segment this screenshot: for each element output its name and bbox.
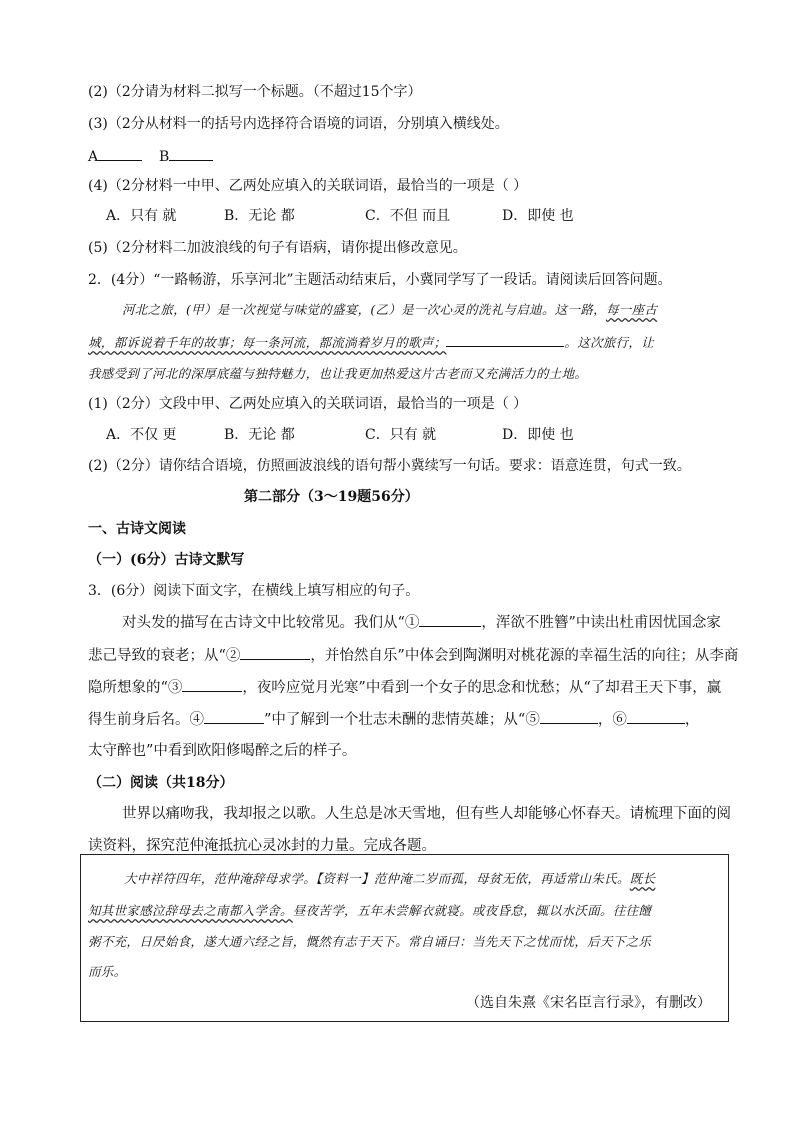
q2a-option-d[interactable]: D．即使 也	[502, 427, 574, 443]
reading-intro-line-2: 读资料，探究范仲淹抵抗心灵冰封的力量。完成各题。	[88, 838, 436, 854]
q2-4-conjunction-question: (4)（2分材料一中甲、乙两处应填入的关联词语，最恰当的一项是（ ）	[88, 178, 528, 194]
q3-line-1: 对头发的描写在古诗文中比较常见。我们从“① ，浑欲不胜簪”中读出杜甫因忧国念家	[122, 612, 721, 633]
material-line-4: 而乐。	[88, 964, 127, 979]
q3-line-4: 得生前身后名。④ ”中了解到一个壮志未酬的悲情英雄；从“⑤ ，⑥ ，	[88, 709, 699, 730]
q2-3-answer-blanks	[88, 146, 213, 167]
blank-b-label: B	[159, 149, 170, 165]
subsection-heading-reading: （二）阅读（共18分）	[88, 775, 234, 791]
q3-line-5: 太守醉也”中看到欧阳修喝醉之后的样子。	[88, 743, 357, 759]
question-2-heading: 2．(4分）“一路畅游，乐享河北”主题活动结束后，小冀同学写了一段话。请阅读后回答问题。	[88, 272, 672, 288]
q2-5-sentence-error-question: (5)（2分材料二加波浪线的句子有语病，请你提出修改意见。	[88, 240, 467, 256]
q2-3-word-choice-question: (3)（2分从材料一的括号内选择符合语境的词语，分别填入横线处。	[88, 116, 509, 132]
q2-4-option-c[interactable]: C．不但 而且	[365, 208, 451, 224]
q3-blank-2[interactable]	[240, 645, 310, 660]
q3-blank-6[interactable]	[627, 709, 685, 724]
passage-blank[interactable]	[446, 332, 564, 347]
material-line-1: 大中祥符四年，范仲淹辞母求学。【资料一】范仲淹二岁而孤，母贫无依，再适常山朱氏。既长	[124, 871, 656, 886]
q3-blank-1[interactable]	[419, 612, 481, 627]
q2a-option-c[interactable]: C．只有 就	[365, 427, 437, 443]
q3-line-3: 隐所想象的“③ ，夜吟应觉月光寒”中看到一个女子的思念和忧愁；从“了却君王天下事，赢	[88, 677, 721, 698]
q2-2-title-question: (2)（2分请为材料二拟写一个标题。（不超过15个字）	[88, 84, 422, 100]
reading-intro-line-1: 世界以痛吻我，我却报之以歌。人生总是冰天雪地，但有些人却能够心怀春天。请梳理下面的阅	[122, 806, 731, 822]
subsection-heading-recitation: （一）(6分）古诗文默写	[88, 552, 245, 568]
q3-blank-5[interactable]	[540, 709, 598, 724]
part2-title: 第二部分（3～19题56分）	[244, 489, 419, 505]
blank-b[interactable]	[169, 146, 213, 161]
blank-a-label: A	[88, 149, 99, 165]
q2b-question: (2)（2分）请你结合语境，仿照画波浪线的语句帮小冀续写一句话。要求：语意连贯，句式一致。	[88, 458, 691, 474]
passage-line-2: 城，都诉说着千年的故事；每一条河流，都流淌着岁月的歌声； 。这次旅行，让	[88, 332, 654, 353]
passage-line-3: 我感受到了河北的深厚底蕴与独特魅力，也让我更加热爱这片古老而又充满活力的土地。	[88, 366, 588, 381]
passage-line-1: 河北之旅，(甲）是一次视觉与味觉的盛宴，(乙）是一次心灵的洗礼与启迪。这一路，每一座古	[122, 302, 658, 317]
q2-4-option-b[interactable]: B．无论 都	[224, 208, 295, 224]
q2-4-option-d[interactable]: D．即使 也	[502, 208, 574, 224]
q3-line-2: 悲己导致的衰老；从“② ，并怡然自乐”中体会到陶渊明对桃花源的幸福生活的向往；从李商	[88, 645, 738, 666]
material-line-3: 粥不充，日昃始食，遂大通六经之旨，慨然有志于天下。常自诵曰：当先天下之忧而忧，后天下之乐	[88, 934, 652, 949]
question-3-heading: 3．(6分）阅读下面文字，在横线上填写相应的句子。	[88, 583, 420, 599]
q2-4-option-a[interactable]: A．只有 就	[106, 208, 177, 224]
material-line-2: 知其世家感泣辞母去之南都入学舍。昼夜苦学，五年未尝解衣就寝。或夜昏怠，辄以水沃面。往往饘	[88, 903, 652, 918]
q2a-option-b[interactable]: B．无论 都	[224, 427, 295, 443]
q3-blank-3[interactable]	[182, 677, 242, 692]
section-heading-classical: 一、古诗文阅读	[88, 521, 186, 537]
q2a-question: (1)（2分）文段中甲、乙两处应填入的关联词语，最恰当的一项是（ ）	[88, 396, 528, 412]
q2a-option-a[interactable]: A．不仅 更	[106, 427, 177, 443]
q3-blank-4[interactable]	[204, 709, 264, 724]
blank-a[interactable]	[98, 146, 142, 161]
material-source: （选自朱熹《宋名臣言行录》，有删改）	[466, 995, 711, 1011]
